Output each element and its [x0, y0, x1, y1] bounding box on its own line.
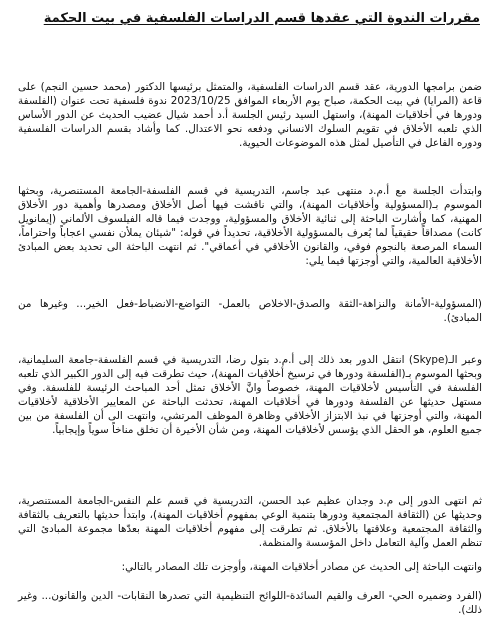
- document-title: مقررات الندوة التي عقدها قسم الدراسات الفلسفية في بيت الحكمة: [43, 11, 480, 26]
- paragraph-second-speaker: وعبر الـ(Skype) انتقل الدور بعد ذلك إلى أ.م.د بتول رضا، التدريسية في قسم الفلسفة-جامعة السليمانية، وبحثها الموسوم بـ(الفلسفة ودورها في ترسيخ أخلاقيات المهنة)، حيث تطرقت فيه إلى الدور الكبير الذي تلعبه الفلسفة في التأسيس لأخلاقيات المهنة، خصوصاً وانَّ الأخلاق تمثل أحد المباحث الرئيسة للفلسفة. وفي مستهل حديثها عن الفلسفة ودورها في أخلاقيات المهنة، تحدثت الباحثة عن المعايير الأخلاقية لأخلاقيات المهنة، والتي أوجزتها في نبذ الابتزاز الأخلاقي وظاهرة الموظف المرتشي، وانتهت الى أن الفلسفة من بين جميع العلوم، هو الحقل الذي يؤسس لأخلاقيات المهنة، ومن شأن الأخيرة أن تخلق مناخاً سوياً وإيجابياً.: [18, 354, 482, 436]
- paragraph-first-speaker: وابتدأت الجلسة مع أ.م.د منتهى عبد جاسم، التدريسية في قسم الفلسفة-الجامعة المستنصرية، وبحثها الموسوم بـ(المسؤولية وأخلاقيات المهنة)، والتي ناقشت فيها أصل الأخلاق ومصدرها وأهمية دور الأخلاق المهنية، كما وأشارت الباحثة إلى ثنائية الأخلاق والمسؤولية، ووجدت فيما قاله الفيلسوف الألماني (إيمانويل كانت) مصداقاً حقيقياً لما يُعرف بالمسؤولية الأخلاقية، تحديداً في قوله: "شيئان يملأن نفسي اعجاباً واحتراماً، السماء المرصعة بالنجوم فوقي، والقانون الأخلاقي في أعماقي". ثم انتهت الباحثة الى تحديد بعض المبادئ الأخلاقية العالمية، والتي أوجزتها فيما يلي:: [18, 185, 482, 267]
- paragraph-introduction: ضمن برامجها الدورية، عقد قسم الدراسات الفلسفية، والمتمثل برئيسها الدكتور (محمد حسين النجم) على قاعة (المرايا) في بيت الحكمة، صباح يوم الأربعاء الموافق 2023/10/25 ندوة فلسفية تحت عنوان (الفلسفة ودورها في أخلاقيات المهنة)، واستهل السيد رئيس الجلسة أ.د أحمد شيال عضيب الحديث عن الدور الأساس الذي تلعبه الأخلاق في تقويم السلوك الانساني ودفعه نحو الاعتدال. كما وأشاد بقسم الدراسات الفلسفية ودوره الفاعل في التأصيل لمثل هذه الموضوعات الحيوية.: [18, 81, 482, 149]
- paragraph-third-speaker: ثم انتهى الدور إلى م.د وجدان عظيم عبد الحسن، التدريسية في قسم علم النفس-الجامعة المستنصرية، وحديثها عن (الثقافة المجتمعية ودورها بتنمية الوعي بمفهوم أخلاقيات المهنة)، وابتدأ حديثها بالتعريف بالثقافة والثقافة المجتمعية وعلاقتها بالأخلاق. ثم تطرقت إلى مفهوم أخلاقيات المهنة بعدّها مجموعة المبادئ التي تنظم العمل وآلية التعامل داخل المؤسسة والمنظمة.: [18, 495, 482, 549]
- paragraph-sources-list: (الفرد وضميره الحي- العرف والقيم السائدة-اللوائح التنظيمية التي تصدرها النقابات- الدين والقانون... وغير ذلك).: [18, 590, 482, 616]
- paragraph-principles-list: (المسؤولية-الأمانة والنزاهة-الثقة والصدق-الاخلاص بالعمل- التواضع-الانضباط-فعل الخير... وغيرها من المبادئ).: [18, 298, 482, 324]
- paragraph-sources-intro: وانتهت الباحثة إلى الحديث عن مصادر أخلاقيات المهنة، وأوجزت تلك المصادر بالتالي:: [121, 561, 482, 573]
